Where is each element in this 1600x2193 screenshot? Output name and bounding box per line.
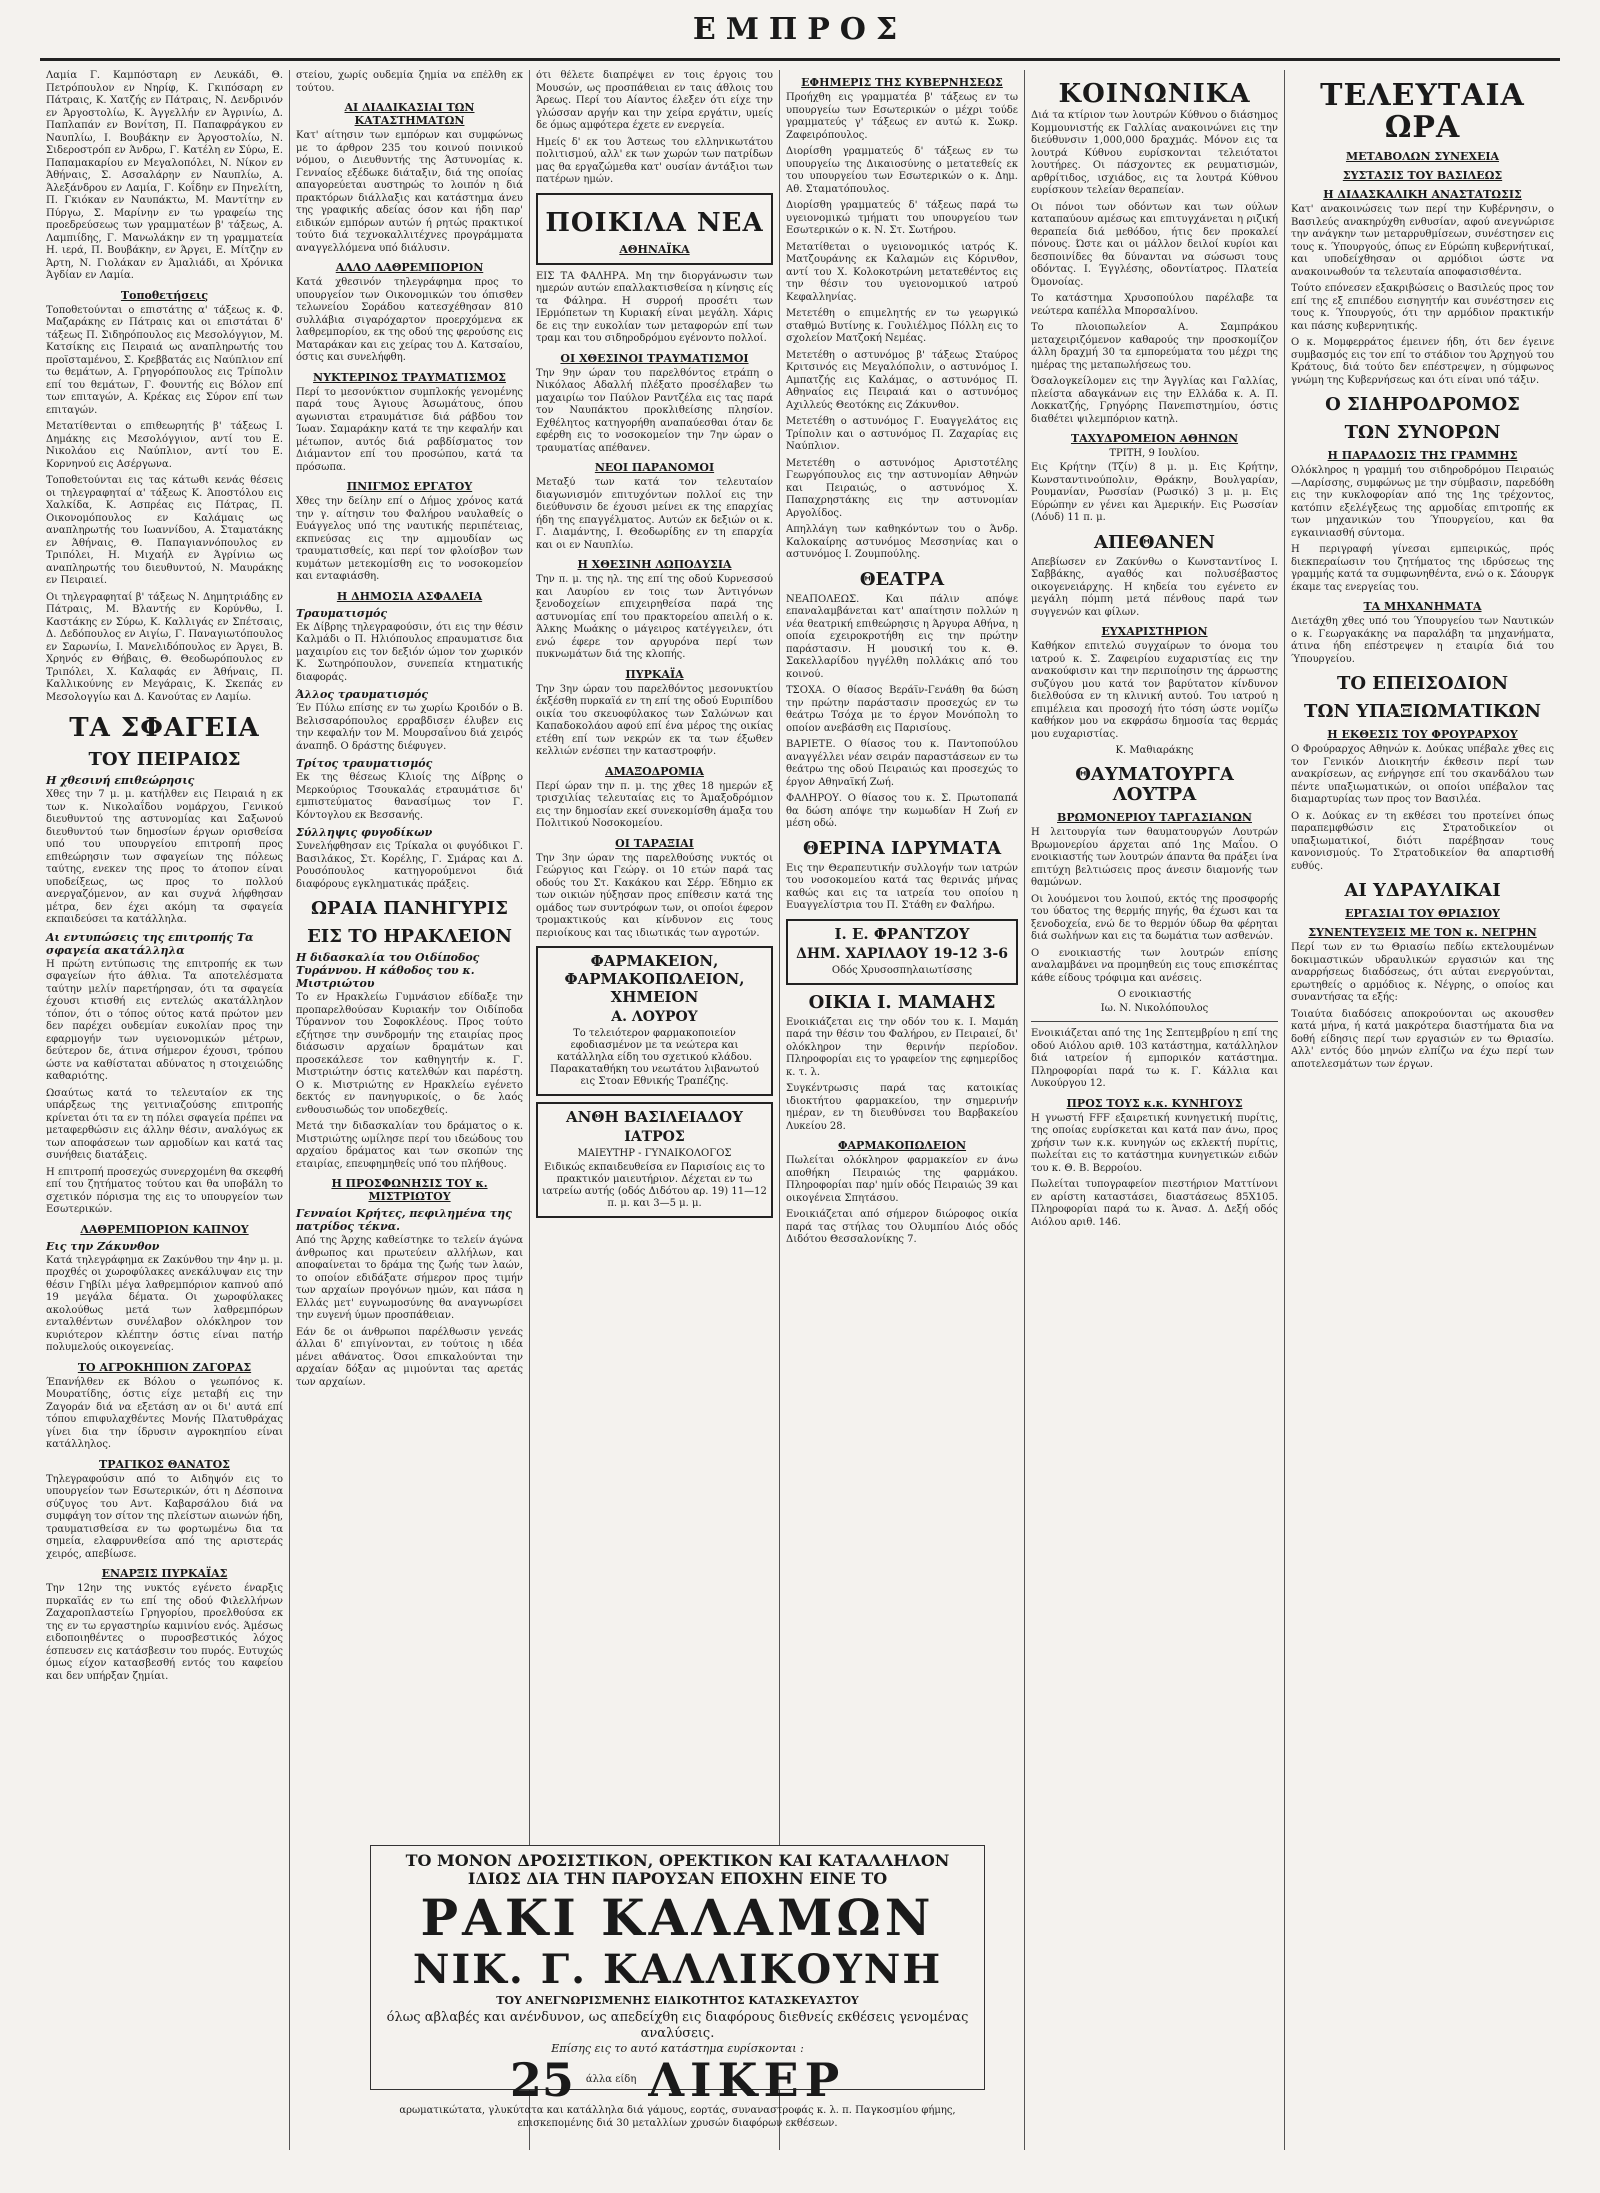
article-text: Ο κ. Μομφερράτος έμεινεν ήδη, ότι δεν έγεινε συμβασμός εις τον επί το στάδιον του Άρχηγού του Κράτους, διά τούτο δεν επέστρεψεν, η σύμφωνος γνώμη της Κυβερνήσεως και ότι είναι υπό τάξιν. xyxy=(1291,337,1554,386)
ad-claim: όλως αβλαβές και ανένδυνον, ως απεδείχθη εις διαφόρους διεθνείς εκθέσεις γενομένας αναλύσεις. xyxy=(386,2010,969,2041)
article-text: Προήχθη εις γραμματέα β' τάξεως εν τω υπουργείω των Εσωτερικών ο μέχρι τούδε γραμματεύς γ' τάξεως εν αυτώ κ. Σωκρ. Ζαφειρόπουλος. xyxy=(786,92,1018,141)
headline-sub: ΤΟΥ ΠΕΙΡΑΙΩΣ xyxy=(88,749,241,770)
article-text: Ωσαύτως κατά το τελευταίον εκ της υπάρξεως της γειτνιαζούσης επιτροπής κρίνεται ότι τα εν τη πόλει σφαγεία πρέπει να μεταφερθώσιν εις άλλην θέσιν, αναλόγως εκ των αποφάσεων των αρμοδίων και κατά τας συνήθεις διατάξεις. xyxy=(46,1087,283,1161)
article-text: Το πλοιοπωλείον Α. Σαμπράκου μεταχειριζόμενον καθαρούς την προσκομίζον άλλη δραχμή 30 τα εμπορεύματα του μέχρι της ημέρας της μεταπωλήσεως του. xyxy=(1031,322,1278,371)
article-text: ΝΕΑΠΟΛΕΩΣ. Και πάλιν απόψε επαναλαμβάνεται κατ' απαίτησιν πολλών η νέα θεατρική επιθεώρησις η Άργυρα Αθήνα, η οποία εχειροκροτήθη εις την πρώτην παράστασιν. Η μουσική του κ. Θ. Σακελλαρίδου ηγγέλθη πολλάκις από του κοινού. xyxy=(786,593,1018,680)
section-banner xyxy=(536,193,773,265)
article-text: Διά τα κτίριον των λουτρών Κύθνου ο διάσημος Κομμουνιστής εκ Γαλλίας ανακοινώνει εις την διεύθυνσιν 1,000,000 δραχμάς. Μόνον εις τα λουτρά Κύθνου ευρίσκονται τελειότατοι λουτήρες. Οι πάσχοντες εκ ρευματισμών, αρθρίτιδος, ισχιάδος, εις τα λουτρά Κύθνου ευρίσκουν τελείαν θεραπείαν. xyxy=(1031,110,1278,196)
headline: Ο ΣΙΔΗΡΟΔΡΟΜΟΣ xyxy=(1325,394,1520,415)
article-text: Μετατίθενται ο επιθεωρητής β' τάξεως Ι. Δημάκης εις Μεσολόγγιον, αντί του Ε. Νικολάου εις Ναύπλιον, αντί του Ε. Κορνηνού εις Ασέργωνα. xyxy=(46,421,283,470)
section-heading: ΠΥΡΚΑΪΑ xyxy=(625,667,684,681)
article-text: Η γνωστή FFF εξαιρετική κυνηγετική πυρίτις, της οποίας ευρίσκεται και κατά παν άνω, προς χρήσιν των κ.κ. κυνηγών ως εκλεκτή πυρίτις, πωλείται εις το κατάστημα κυνηγετικών ειδών του κ. Θ. Β. Βερροίου. xyxy=(1031,1112,1278,1174)
column-1 xyxy=(40,70,290,2150)
section-heading: Η ΕΚΘΕΣΙΣ ΤΟΥ ΦΡΟΥΡΑΡΧΟΥ xyxy=(1327,728,1518,741)
subheading: Τραυματισμός xyxy=(296,606,388,620)
ad-spec: ΜΑΙΕΥΤΗΡ - ΓΥΝΑΙΚΟΛΟΓΟΣ xyxy=(577,1148,732,1159)
ad-liker-row xyxy=(381,2053,974,2107)
article-text: Κατά τηλεγράφημα εκ Ζακύνθου την 4ην μ. μ. προχθές οι χωροφύλακες ανεκάλυψαν εις την θέσιν Γηβίλι μέγα λαθρεμπόριον καπνού από 19 μεγάλα δέματα. Οι χωροφύλακες ακολούθως μετά των λαθρεμπόρων ενταλθέντων συνέλαβον ολόκληρον τον κυριότερον κλέπτην όστις είναι πατήρ πολυμελούς οικογενείας. xyxy=(46,1254,283,1353)
subheading: Σύλληψις φυγοδίκων xyxy=(296,826,433,839)
article-text: Τοποθετούνται ο επιστάτης α' τάξεως κ. Φ. Μαζαράκης εν Πάτραις και οι επιστάται δ' τάξεως Π. Σιδηρόπουλος εις Μεσολόγγιον, Μ. Κατσίκης εις Πειραιά ως αναπληρωτής του προϊσταμένου, Σ. Κρεββατάς εις Ναύπλιον επί τω θεμάτων, Α. Γρηγορόπουλος εις Τρίπολιν επί του θεμάτων, Γ. Φουντής εις Βόλον επί των επιταγών, Α. Κρέκας εις Σύρον επί των επιταγών. xyxy=(46,304,283,416)
article-text: Χθες την δείλην επί ο Δήμος χρόνος κατά την γ. αίτησιν του Φαλήρου ναυλαθείς ο Ευάγγελος υπό της ναυτικής περιπέτειας, εκπνεύσας εις την αμμουδίαν ως τραυματισθείς, και περί τον φλοίσβον των κυμάτων μετεκομίσθη εις το νοσοκομείον και ενταφιάσθη. xyxy=(296,496,523,582)
article-text: Διορίσθη γραμματεύς δ' τάξεως εν τω υπουργείω της Δικαιοσύνης ο μετατεθείς εκ του υπουργείου των Εσωτερικών ο κ. Δημ. Αθ. Σταματόπουλος. xyxy=(786,146,1018,195)
article-text: Οι πόνοι των οδόντων και των ούλων καταπαύουν αμέσως και επιτυγχάνεται η ριζική θεραπεία διά μεθόδου, ήτις δεν προκαλεί πόνους. Ώστε και οι μάλλον δειλοί κυρίοι και δεσποινίδες θα δύνανται να σώσωσι τους οδόντας. Ι. Έγγλέσης, οδοντίατρος. Πλατεία Όμονοίας. xyxy=(1031,201,1278,288)
subheading: Η χθεσινή επιθεώρησις xyxy=(46,774,195,787)
headline-sub: ΤΩΝ ΣΥΝΟΡΩΝ xyxy=(1344,422,1501,443)
section-heading: ΝΕΟΙ ΠΑΡΑΝΟΜΟΙ xyxy=(594,461,715,474)
section-heading: Η ΔΗΜΟΣΙΑ ΑΣΦΑΛΕΙΑ xyxy=(336,589,483,603)
ad-sub: ΙΑΤΡΟΣ xyxy=(624,1129,685,1145)
signature: Κ. Μαθιαράκης xyxy=(1115,745,1194,756)
article-text: Κατ' ανακοινώσεις των περί την Κυβέρνησιν, ο Βασιλεύς ανακηρύχθη ενθυσίαν, αφού ανεγνώρισε την ανάγκην των μεταρρυθμίσεων, συνέστησεν εις τους κ. Ύπουργούς, όπως εν Εύρώπη κυβερνήτικαί, και υποδείχθησαν οι αρμόδιοι ώστε να ανακοινωθούν τα τελευταία αποφασισθέντα. xyxy=(1291,204,1554,278)
headline: ΑΙ ΥΔΡΑΥΛΙΚΑΙ xyxy=(1344,880,1501,901)
signature-label: Ο ενοικιαστής xyxy=(1117,989,1192,1000)
article-text: Μετά την διδασκαλίαν του δράματος ο κ. Μιστριώτης ωμίλησε περί του ιδεώδους του αρχαίου δράματος και των σκοπών της εταιρίας, επευφημηθείς υπό του πλήθους. xyxy=(296,1121,523,1170)
article-text: Εκ Δίβρης τηλεγραφούσιν, ότι εις την θέσιν Καλμάδι ο Π. Ηλιόπουλος επραυματισε δια μαχαιρίου εις τον δεξιόν ώμον τον χωρικόν Κ. Σωτηρόπουλον, συνεπεία κτηματικής διαφοράς. xyxy=(296,621,523,683)
article-text: ΦΑΛΗΡΟΥ. Ο θίασος του κ. Σ. Πρωτοπαπά θα δώση απόψε την κωμωδίαν Η Ζωή εν μέση οδώ. xyxy=(786,793,1018,829)
article-text: Περί ώραν την π. μ. της χθες 18 ημερών εξ τρισχιλίας τελευταίας εις το Άμαξοδρόμιον εις την δημοσίαν εκεί συνεκομίσθη άμαξα του Πολιτικού Νοσοκομείου. xyxy=(536,780,773,829)
headline: ΤΕΛΕΥΤΑΙΑ ΩΡΑ xyxy=(1320,78,1525,145)
article-text: Το κατάστημα Χρυσοπούλου παρέλαβε τα νεώτερα καπέλλα Μπορσαλίνου. xyxy=(1031,293,1278,317)
section-heading: ΛΑΘΡΕΜΠΟΡΙΟΝ ΚΑΠΝΟΥ xyxy=(80,1222,249,1236)
article-text: Χθες την 7 μ. μ. κατήλθεν εις Πειραιά η εκ των κ. Νικολαΐδου νομάρχου, Γενικού διευθυντού της αστυνομίας και Σαξωνού διευθυντού των δημοσίων έργων ορισθείσα υπό του υπουργείου επιτροπή προς επιθεώρησιν των σφαγείων της πόλεως ταύτης, ενεκεν της προς το άτοπον είναι υποδείξεως, ως προς το πολλού ανεργαζόμενον, αν και συχνά λήφθησαν μέτρα, δεν έχει ακόμη τα σφαγεία εκπαιδεύσει τα κατάλληλα. xyxy=(46,789,283,925)
section-heading: ΟΙ ΧΘΕΣΙΝΟΙ ΤΡΑΥΜΑΤΙΣΜΟΙ xyxy=(560,351,749,365)
headline-sub: ΕΙΣ ΤΟ ΗΡΑΚΛΕΙΟΝ xyxy=(307,926,512,947)
article-text: Ο κ. Δούκας εν τη εκθέσει του προτείνει όπως παραπεμφθώσιν εις Στρατοδικείον οι υπαξιωματικοί, διότι παρέβησαν τους κανονισμούς. Το Στρατοδικείον θα απαρτισθή ευθύς. xyxy=(1291,810,1554,872)
ad-addr: Οδός Χρυσοσπηλαιωτίσσης xyxy=(831,964,973,976)
section-heading: Η ΠΡΟΣΦΩΝΗΣΙΣ ΤΟΥ κ. ΜΙΣΤΡΙΩΤΟΥ xyxy=(331,1177,488,1203)
post-date: ΤΡΙΤΗ, 9 Ιουλίου. xyxy=(1109,448,1200,459)
article-text: Τηλεγραφούσιν από το Αιδηψόν εις το υπουργείον των Εσωτερικών, ότι η Δέσποινα σύζυγος του Αντ. Καβαρσάλου διά να συμφάγη τον σίτον της πλείστων αιωνών ήδη, τραυματισθείσα εν τω φορτωμένω δια τα σημεία, ελαφρυνθείσα από της αριστεράς χειρός, απεβίωσε. xyxy=(46,1473,283,1560)
article-text: Ενοικιάζεται εις την οδόν του κ. Ι. Μαμάη παρά την θέσιν του Φαλήρου, εν Πειραιεί, δι' ολόκληρον την θερινήν περίοδον. Πληροφορίαι εις το γραφείον της εφημερίδος κ. τ. λ. xyxy=(786,1016,1018,1078)
section-heading: Τοποθετήσεις xyxy=(120,288,209,302)
article-text: Οι τηλεγραφηταί β' τάξεως Ν. Δημητριάδης εν Πάτραις, Μ. Βλαντής εν Κορύνθω, Ι. Καστάκης εν Σύρω, Κ. Καλλιγάς εν Σπέτσαις, Δ. Δεδόπουλος εν Αιγίω, Γ. Παναγιωτόπουλος εν Σαρωνίω, Ι. Μανελιδόπουλος εν Άργει, Β. Χρηνός εν Θήβαις, Θ. Θεοδωρόπουλος εν Τριπόλει, Χ. Καλαφάς εν Άθήναις, Π. Καλλικούνης εν Μεγάραις, Κ. Σκεπάς εν Μεσολογγίω και Δ. Κανούτας εν Λαμίω. xyxy=(46,591,283,703)
section-heading: Η ΠΑΡΑΔΟΣΙΣ ΤΗΣ ΓΡΑΜΜΗΣ xyxy=(1327,449,1518,462)
ad-text: Ειδικώς εκπαιδευθείσα εν Παρισίοις εις το πρακτικόν μαιευτήριον. Δέχεται εν τω ιατρείω αυτής (οδός Διδότου αρ. 19) 11—12 π. μ. και 3—5 μ. μ. xyxy=(542,1162,767,1209)
article-text: Ενοικιάζεται από της 1ης Σεπτεμβρίου η επί της οδού Αιόλου αριθ. 103 κατάστημα, κατάλληλον διά ιατρείον ή εμπορικόν κατάστημα. Πληροφορίαι παρά τω κ. Γ. Κάλλια και Λυκούργου 12. xyxy=(1031,1028,1278,1089)
subheading: Η διδασκαλία του Οιδίποδος Τυράννου. Η κάθοδος του κ. Μιστριώτου xyxy=(296,951,480,990)
article-text: Διετάχθη χθες υπό του Ύπουργείου των Ναυτικών ο κ. Γεωργακάκης να παραλάβη τα μηχανήματα, άτινα ήδη επέστρεψεν η εταιρία διά του Ύπουργείου. xyxy=(1291,616,1554,665)
section-heading: ΘΑΥΜΑΤΟΥΡΓΑ ΛΟΥΤΡΑ xyxy=(1075,764,1234,805)
article-text: Πωλείται τυπογραφείον πιεστήριον Ματτίνονι εν αρίστη καταστάσει, διαστάσεως 85Χ105. Πληροφορίαι παρά τω κ. Άνασ. Δ. Δεξή οδός Αιόλου αριθ. 146. xyxy=(1031,1179,1278,1228)
article-text: Την π. μ. της ηλ. της επί της οδού Κυρνεσσού και Λαυρίου εν τοις των Άντιγόνων ξενοδοχείων επιχειρηθείσα παρά της αστυνομίας επί του πρακτορείου απειλή ο κ. Άλκης Μωάκης ο μάγειρος κατέγγειλεν, ότι ενώ έφερε τον αργυρόνα περί των πυκνωμάτων διά της κλοπής. xyxy=(536,574,773,660)
article-text: Συγκέντρωσις παρά τας κατοικίας ιδιοκτήτου φαρμακείου, την σημερινήν ημέραν, εν τη διευθύνσει του Βαρβακείου Λυκείου 28. xyxy=(786,1083,1018,1132)
section-heading: ΤΑ ΜΗΧΑΝΗΜΑΤΑ xyxy=(1363,600,1482,613)
article-text: Οι λουόμενοι του λοιπού, εκτός της προσφορής του ύδατος της θερμής πηγής, θα έχωσι και τα ξενοδοχεία, ενώ δε το θερμόν ύδωρ θα φέρηται διά σωλήνων και εις τα δωμάτια των ασθενών. xyxy=(1031,893,1278,942)
article-text: ΤΣΟΧΑ. Ο θίασος Βεράϊν-Γενάθη θα δώση την πρώτην παράστασιν προσεχώς εν τω θεάτρω Τσόχα με το έργον Μονόπολη το οποίον ανεβάσθη εις Παρισίους. xyxy=(786,685,1018,734)
column-6 xyxy=(1285,70,1560,2150)
section-heading: ΣΥΝΕΝΤΕΥΞΕΙΣ ΜΕ ΤΟΝ κ. ΝΕΓΡΗΝ xyxy=(1308,926,1537,939)
article-text: Περί το μεσονύκτιον συμπλοκής γενομένης παρά τους Άγιους Άσωμάτους, όπου αγωνισται ετραυμάτισε διά ράβδου τον Ίωαν. Σαμαράκην κατά τε την κεφαλήν και μέτωπον, αυτός διά ραβδίσματος τον Διάμαντον επί του προσώπου, κατά τα πρόσωπα. xyxy=(296,386,523,473)
headline: ΤΟ ΕΠΕΙΣΟΔΙΟΝ xyxy=(1336,673,1509,694)
ad-count-label: άλλα είδη xyxy=(585,2074,637,2085)
article-text: ΒΑΡΙΕΤΕ. Ο θίασος του κ. Παντοπούλου αναγγέλλει νέαν σειράν παραστάσεων εν τω θεάτρω της οδού Πειραιώς και προσεχώς το έργον Αθηναϊκή Ζωή. xyxy=(786,739,1018,788)
raki-advertisement xyxy=(370,1845,985,2129)
article-text: Εάν δε οι άνθρωποι παρέλθωσιν γενεάς άλλαι δ' επιγίνονται, εν τούτοις η ιδέα μένει αθάνατος. Όσοι επικαλούνται την αρχαίαν δόξαν ας μιμούνται τας αρετάς των αρχαίων. xyxy=(296,1326,523,1388)
article-text: Η περιγραφή γίνεσαι εμπειρικώς, πρός διεκπεραίωσιν του ζητήματος της ιδρύσεως της γραμμής κατά τα συμφωνηθέντα, ενώ ο κ. Σάουργκ έκαμε τας ενεργείας του. xyxy=(1291,544,1554,593)
column-4 xyxy=(780,70,1025,2150)
ad-title: ΦΑΡΜΑΚΕΙΟΝ, xyxy=(590,952,719,970)
section-heading: ΑΜΑΞΟΔΡΟΜΙΑ xyxy=(605,764,704,778)
article-text: Έν Πύλω επίσης εν τω χωρίω Κροιδόν ο Β. Βελισσαρόπουλος ερραβδισεν έλυβεν εις την κεφαλήν τον Μ. Μουρσαΐνου διά χειρός άναπηδ. Ο δράστης διέφυγεν. xyxy=(296,703,523,752)
article-text: στείου, χωρίς ουδεμία ζημία να επέλθη εκ τούτου. xyxy=(296,70,523,94)
article-text: Μετατίθεται ο υγειονομικός ιατρός Κ. Ματζουράνης εκ Καλαμών εις Κόρινθον, αντί του Χ. Κολοκοτρώνη μετατεθέντος εις την θέσιν του υγειονομικού ιατρού Κεφαλληνίας. xyxy=(786,241,1018,303)
article-text: Από της Άρχης καθείστηκε το τελείν άγώνα άνθρωπος και πρωτεύειν αλλήλων, και αποφαίνεται το δράμα της ζωής των λαών, το οποίον εδιδάξατε σήμερον προς τιμήν των αρχαίων προγόνων ημών, και πάσα η Ελλάς μετ' ευγνωμοσύνης θα αναγνωρίσει την ευγενή ύμων προσπάθειαν. xyxy=(296,1235,523,1321)
headline-sub: ΑΘΗΝΑΪΚΑ xyxy=(619,242,690,256)
headline-sub: ΕΡΓΑΣΙΑΙ ΤΟΥ ΘΡΙΑΣΙΟΥ xyxy=(1345,907,1500,920)
ad-product: ΡΑΚΙ ΚΑΛΑΜΩΝ xyxy=(420,1888,935,1947)
ad-count: 25 xyxy=(509,2053,574,2107)
article-text: Διορίσθη γραμματεύς δ' τάξεως παρά τω υγειονομικώ τμήματι του υπουργείου των Εσωτερικών ο κ. Ν. Στ. Σωτήρου. xyxy=(786,200,1018,236)
section-heading: ΚΟΙΝΩΝΙΚΑ xyxy=(1058,79,1251,109)
article-text: Λαμία Γ. Καμπόσταρη εν Λευκάδι, Θ. Πετρόπουλον εν Νηρίφ, Κ. Γκιπόσαρη εν Πάτραις, Κ. Χατζής εν Πάτραις, Ν. Δενδρινόν εν Άργοστολίω, Κ. Άγγελλήν εν Άγρινίω, Δ. Παπλαπάν εν Βονίτση, Π. Παπαφράγκου εν Ναυπλίω, Ι. Βουβάκην εν Άργοστολίω, Ν. Σιδεροστρόπ εν Άνδρω, Γ. Κατέλη εν Σύρω, Ε. Παπαμακαρίου εν Μεγαλοπόλει, Ν. Νίκον εν Άθήναις, Σ. Ασσαλάρην εν Ναυπλίω, Α. Άλεξάνδρου εν Λαμία, Γ. Κοΐδην εν Πηνελίτη, Π. Γκιόκαν εν Ναυπάκτω, Μ. Μαντίτην εν Πύργω, Σ. Μαρίνην εν τω γραφείω της προεδρεύσεως των γραμματέων β' τάξεως, Α. Λαμπιίδης, Γ. Μανωλάκην εν τη γραμματεία Η. ιερά, Π. Βουβάκην, εν Άργει, Ε. Μίτζην εν Άρτη, Ν. Γιολάκαν εν Άμαλιάδι, αι Χρόνικα Άγδίαν εν Λαμία. xyxy=(46,70,283,281)
ad-title: ΑΝΘΗ ΒΑΣΙΛΕΙΑΔΟΥ xyxy=(566,1108,743,1126)
subheading: Αι εντυπώσεις της επιτροπής Τα σφαγεία ακατάλληλα xyxy=(46,930,254,957)
article-text: Έπανήλθεν εκ Βόλου ο γεωπόνος κ. Μουρατίδης, όστις είχε μεταβή εις την Ζαγοράν διά να εξετάση αν οι δι' αυτά επί τόπου επιφυλαχθέντες Μονής Πλατυθράχας γίνει δια την ίδρυσιν αγροκηπίου είναι κατάλληλος. xyxy=(46,1376,283,1450)
section-heading: ΣΥΣΤΑΣΙΣ ΤΟΥ ΒΑΣΙΛΕΩΣ xyxy=(1342,169,1503,182)
ad-text: Το τελειότερον φαρμακοποιείον εφοδιασμένον με τα νεώτερα και κατάλληλα είδη του σχετικού κλάδου. Παρακαταθήκη του νεωτάτου λιβανωτού εις Στοαν Εθνικής Τραπέζης. xyxy=(550,1028,759,1087)
section-heading: ΑΠΕΘΑΝΕΝ xyxy=(1094,531,1215,553)
article-text: Ενοικιάζεται από σήμερον διώροφος οικία παρά τας στήλας του Ολυμπίου Διός οδός Διδότου Θεσσαλονίκης 7. xyxy=(786,1209,1018,1245)
column-2 xyxy=(290,70,530,2150)
section-heading: ΟΙΚΙΑ Ι. ΜΑΜΑΗΣ xyxy=(808,991,996,1013)
article-text: Μεταξύ των κατά τον τελευταίον διαγωνισμόν επιτυχόντων πολλοί εις την διεύθυνσιν δε έχουσι μείνει εκ της επαρχίας ήδη της επαγγέλματος. Αυτών εκ δεξιών οι κ. Γ. Διαμάντης, Ι. Θεοδωρίδης εν τη επαρχία και οι εν Ναυπλίω. xyxy=(536,477,773,551)
article-text: Ο ενοικιαστής των λουτρών επίσης αναλαμβάνει να προμηθεύη εις τους επισκέπτας κάθε είδους τρόφιμα και ανέσεις. xyxy=(1031,947,1278,984)
newspaper-title: ΕΜΠΡΟΣ xyxy=(692,12,908,47)
divider xyxy=(1031,1021,1278,1022)
section-heading: ΟΙ ΤΑΡΑΞΙΑΙ xyxy=(615,836,694,850)
ad-also: Επίσης εις το αυτό κατάστημα ευρίσκονται : xyxy=(551,2042,804,2055)
ad-maker: ΝΙΚ. Γ. ΚΑΛΛΙΚΟΥΝΗ xyxy=(412,1946,943,1993)
ad-title: Ι. Ε. ΦΡΑΝΤΖΟΥ xyxy=(834,924,970,943)
article-text: Κατά χθεσινόν τηλεγράφημα προς το υπουργείον των Οικονομικών του όπισθεν τελωνείου Σοράδου κατεσχέθησαν 810 συλλάβια σιγαρόχαρτον προερχόμενα εκ λαθρεμπορίου, εκ της οδού της φερούσης εις Ματαράκαν και εις χείρας του Δ. Κατσαίου, όστις και συνελήφθη. xyxy=(296,277,523,363)
headline-sub: ΒΡΩΜΟΝΕΡΙΟΥ ΤΑΡΓΑΣΙΑΝΩΝ xyxy=(1057,811,1252,824)
article-text: Όσαλογκείλομεν εις την Άγγλίας και Γαλλίας, πλείστα αδαγκάνων εις την Ελλάδα κ. Α. Π. Λοκκατζής, Γρηγόρης Πανεπιστημίου, όστις διαθέτει ψιλεμπόριον κατηλ. xyxy=(1031,376,1278,425)
article-text: Η επιτροπή προσεχώς συνερχομένη θα σκεφθή επί του ζητήματος τούτου και θα υποβάλη το σχετικόν πόρισμα της εις το υπουργείον των Εσωτερικών. xyxy=(46,1166,283,1215)
article-text: Τοποθετούνται εις τας κάτωθι κενάς θέσεις οι τηλεγραφηταί α' τάξεως Κ. Άποστόλου εις Χαλκίδα, Κ. Ασπρέας εις Πάτρας, Π. Οικονομόπουλος εν Καλάμαις ως αναπληρωτής του Ιωαννίδου, Α. Σταματάκης εν Άθήναις, Θ. Παπαγιαννόπουλος εν Τριπόλει, Η. Μιχαήλ εν Άγρίνιω ως αναπληρωτής του διευθυντού, Ν. Μαυράκης εν Πειραιεί. xyxy=(46,475,283,586)
headline: ΩΡΑΙΑ ΠΑΝΗΓΥΡΙΣ xyxy=(311,898,508,919)
article-text: Μετετέθη ο αστυνόμος Γ. Ευαγγελάτος εις Τρίπολιν και ο αστυνόμος Π. Ζαχαρίας εις Ναύπλιον. xyxy=(786,416,1018,452)
section-heading: ΘΕΡΙΝΑ ΙΔΡΥΜΑΤΑ xyxy=(802,837,1002,859)
article-text: Απηλλάγη των καθηκόντων του ο Άνδρ. Καλοκαίρης αστυνόμος Μεσσηνίας και ο αστυνόμος Ι. Ζουμπούλης. xyxy=(786,524,1018,560)
article-text: Καθήκον επιτελώ συγχαίρων το όνομα του ιατρού κ. Σ. Ζαφειρίου ευχαριστίας εις την ανακούφισιν και την περιποίησιν της άρρωστης συζύγου μου κατά τον βαρύτατον κίνδυνον διελθούσα εν τη κλινική αυτού. Του ιατρού η επιμέλεια και προσοχή ήτο τόση ώστε νομίζω καθήκον μου να εκφράσω δημοσία τας θερμάς μου ευχαριστίας. xyxy=(1031,641,1278,740)
section-heading: ΕΥΧΑΡΙΣΤΗΡΙΟΝ xyxy=(1101,625,1208,638)
section-heading: Η ΧΘΕΣΙΝΗ ΛΩΠΟΔΥΣΙΑ xyxy=(577,558,732,571)
article-text: ΕΙΣ ΤΑ ΦΑΛΗΡΑ. Μη την διοργάνωσιν των ημερών αυτών επαλλακτισθείσα η κίνησις είς τα Φάληρα. Η συρροή προσέτι των ΙΕρμόπετων τη Κυριακή είναι μεγάλη. Χάρις δε εις την ευκολίαν των μεταφορών επί των τραμ και του σιδηροδρόμου εγένοντο πολλοί. xyxy=(536,270,773,344)
column-5 xyxy=(1025,70,1285,2150)
article-text: Κατ' αίτησιν των εμπόρων και συμφώνως με το άρθρον 235 του κοινού ποινικού νόμου, ο Διευθυντής της Άστυνομίας κ. Γενναίος εξέδωκε διάταξιν, διά της οποίας απαγορεύεται αυστηρώς το λοιπόν η διά πρακτόρων διάλλαξις και κατάστημα άνευ της γραφικής αδείας όσον και ήδη παρ' ειδικών εμπόρων αυτών ή ρητώς πρακτικοί τούτο διά τεχνοκαλλιτέχνες προγράμματα αναγγελλόμενα υπό διάλυσιν. xyxy=(296,130,523,254)
article-text: Ημείς δ' εκ του Άστεως του ελληνικωτάτου πολιτισμού, αλλ' εκ των χωρών των πατρίδων μας θα εργαζώμεθα κατ' ουσίαν άντάξιοι των πατέρων ημών. xyxy=(536,136,773,185)
headline-sub: ΤΩΝ ΥΠΑΞΙΩΜΑΤΙΚΩΝ xyxy=(1304,701,1541,722)
column-3 xyxy=(530,70,780,2150)
headline: ΤΑ ΣΦΑΓΕΙΑ xyxy=(69,713,260,743)
article-text: Ο Φρούραρχος Αθηνών κ. Δούκας υπέβαλε χθες εις τον Γενικόν Διοικητήν έκθεσιν περί των ανακρίσεων, ας ενήργησε επί του σκανδάλου των πέντε υπαξιωματικών, οι οποίοι υπέβαλον τας διαμαρτυρίας των προς τον Βασιλέα. xyxy=(1291,744,1554,805)
article-text: Συνελήφθησαν εις Τρίκαλα οι φυγόδικοι Γ. Βασιλάκος, Στ. Κορέλης, Γ. Σμάρας και Δ. Ρουσόπουλος κατηγορούμενοι διά διαφόρους εγκληματικάς πράξεις. xyxy=(296,841,523,890)
section-heading: ΤΟ ΑΓΡΟΚΗΠΙΟΝ ΖΑΓΟΡΑΣ xyxy=(77,1360,252,1374)
section-heading: Η ΔΙΔΑΣΚΑΛΙΚΗ ΑΝΑΣΤΑΤΩΣΙΣ xyxy=(1323,188,1522,201)
article-text: Πωλείται ολόκληρον φαρμακείον εν άνω αποθήκη Πειραιώς της φαρμάκου. Πληροφορίαι παρ' ημίν οδός Πειραιώς 39 και οικογένεια Σπητάσου. xyxy=(786,1155,1018,1204)
article-text: Μετετέθη ο αστυνόμος β' τάξεως Σταύρος Κριτσινός εις Μεγαλόπολιν, ο αστυνόμος Ι. Αμπατζής εις Καλάμας, ο αστυνόμος Π. Αθηναίος εις Πειραιά και ο αστυνόμος Αχιλλεύς Θεοτόκης εις Ζάκυνθον. xyxy=(786,349,1018,411)
subheading: Εις την Ζάκυνθον xyxy=(46,1239,160,1253)
article-text: Η λειτουργία των θαυματουργών Λουτρών Βρωμονερίου άρχεται από 1ης Μαΐου. Ο ενοικιαστής των λουτρών άπαντα θα πράξει ίνα επιτύχη βελτιώσεις προς άνεσιν διαμονής των θαμώνων. xyxy=(1031,827,1278,888)
article-text: Η πρώτη εντύπωσις της επιτροπής εκ των σφαγείων ήτο άθλια. Τα αποτελέσματα ταύτην μελίν παρετήρησαν, ότι τα σφαγεία έχουσι κτισθή εις εντελώς ακατάλληλον τόπον, ότι ο τόπος ούτος κατά πρώτον μεν δεν παρέχει ουδεμίαν ευκολίαν προς την εφαρμογήν των υγειονομικών μέτρων, δεύτερον δε, άτινα σήμερον έχουσι, τρόπου ώστε να καθίσταται αδύνατος η στοιχειώδης καθαριότης. xyxy=(46,958,283,1082)
article-text: Τοιαύτα διαδόσεις αποκρούονται ως ακουσθεν κατά μήνα, ή κατά μακρότερα διαστήματα δια να δοθή είδησις περί των εργασιών εν τω Θριασίω. Αλλ' εντός δύο μηνών ελπίζω να έχω περί των αποτελεσμάτων των έργων. xyxy=(1291,1008,1554,1070)
section-heading: ΕΦΗΜΕΡΙΣ ΤΗΣ ΚΥΒΕΡΝΗΣΕΩΣ xyxy=(801,76,1003,89)
ad-footer: αρωματικώτατα, γλυκύτατα και κατάλληλα διά γάμους, εορτάς, συναναστροφάς κ. λ. π. Παγκοσμίου φήμης, επισκεπομένης διά 30 μεταλλίων χρυσών διαφόρων εκθέσεων. xyxy=(399,2105,956,2129)
section-heading: ΘΕΑΤΡΑ xyxy=(859,568,945,590)
section-heading: ΕΝΑΡΞΙΣ ΠΥΡΚΑΪΑΣ xyxy=(101,1567,228,1580)
ad-tagline: ΤΟ ΜΟΝΟΝ ΔΡΟΣΙΣΤΙΚΟΝ, ΟΡΕΚΤΙΚΟΝ ΚΑΙ ΚΑΤΑΛΛΗΛΟΝ ΙΔΙΩΣ ΔΙΑ ΤΗΝ ΠΑΡΟΥΣΑΝ ΕΠΟΧΗΝ ΕΙΝΕ ΤΟ xyxy=(405,1851,950,1888)
article-text: Περί των εν τω Θριασίω πεδίω εκτελουμένων δοκιμαστικών υδραυλικών εργασιών και της αναρρήσεως διαδόσεως, ότι αύται ενεργούνται, ερωτηθείς ο αρμόδιος κ. Νέγρης, ο οποίος και συναντήσας τα εξής: xyxy=(1291,942,1554,1003)
article-text: Το εν Ηρακλείω Γυμνάσιον εδίδαξε την προπαρελθούσαν Κυριακήν τον Οιδίποδα Τύραννον του Σοφοκλέους. Προς τούτο εζήτησε την συνδρομήν της εταιρίας προς διάσωσιν αρχαίων δραμάτων και προσεκάλεσε τον καθηγητήν κ. Γ. Μιστριώτην όστις κατελθών και παρέστη. Ο κ. Μιστριώτης εν Ηρακλείω εγένετο δεκτός εν πανηγυρικοίς, ο δε λαός ενθουσιωδώς τον υποδεχθείς. xyxy=(296,992,523,1116)
section-heading: ΦΑΡΜΑΚΟΠΩΛΕΙΟΝ xyxy=(837,1139,967,1152)
article-text: Εκ της θέσεως Κλιοίς της Δίβρης ο Μερκούριος Τσουκαλάς ετραυμάτισε δι' εμπιστεύματος θανασίμως τον Γ. Κόντογλου εκ Βεσσανής. xyxy=(296,772,523,821)
article-text: Απεβίωσεν εν Ζακύνθω ο Κωνσταντίνος Ι. Σαββάκης, αγαθός και πολυσέβαστος οικογενειάρχης. Η κηδεία του εγένετο εν μεγάλη πόμπη μετά πένθους παρά των συγγενών και φίλων. xyxy=(1031,556,1278,618)
section-heading: ΝΥΚΤΕΡΙΝΟΣ ΤΡΑΥΜΑΤΙΣΜΟΣ xyxy=(313,370,506,384)
section-heading: ΜΕΤΑΒΟΛΩΝ ΣΥΝΕΧΕΙΑ xyxy=(1345,150,1500,163)
ad-sub: ΔΗΜ. ΧΑΡΙΛΑΟΥ 19-12 3-6 xyxy=(796,945,1008,962)
section-heading: ΤΡΑΓΙΚΟΣ ΘΑΝΑΤΟΣ xyxy=(99,1457,230,1471)
article-text: Ολόκληρος η γραμμή του σιδηροδρόμου Πειραιώς—Λαρίσσης, συμφώνως με την σύμβασιν, παρεδόθη εις την κυκλοφορίαν από της 1ης τρέχοντος, κατόπιν εξελέγξεως της αρμοδίας επιτροπής εκ των μηχανικών του Ύπουργείου, και θα εγκαινιασθή σύντομα. xyxy=(1291,465,1554,539)
clinic-ad xyxy=(786,919,1018,985)
article-text: Εις Κρήτην (Τζίν) 8 μ. μ. Εις Κρήτην, Κωνσταντινούπολιν, Θράκην, Βουλγαρίαν, Ρουμανίαν, Ρωσσίαν (Ρωσικό) 3 μ. μ. Εις Εύρώπην εν γένει και Άμερικήν. Εις Ρωσσίαν (Λόυδ) 11 π. μ. xyxy=(1031,462,1278,523)
article-text: ότι θέλετε διαπρέψει εν τοις έργοις του Μουσών, ως προσπάθειαι εν ταις άθλοις του Άρεως. Περί του Αίαντος έλεξεν ότι είχε την γλώσσαν αργήν και την χείρα εργάτιν, υμείς δε όμως αμφότερα έχετε εν ενεργεία. xyxy=(536,70,773,131)
ad-title: ΦΑΡΜΑΚΟΠΩΛΕΙΟΝ, ΧΗΜΕΙΟΝ xyxy=(564,970,745,1006)
article-text: Μετετέθη ο αστυνόμος Αριστοτέλης Γεωργόπουλος εις την αστυνομίαν Αθηνών και Πειραιώς, ο αστυνόμος Χ. Παπαχρηστάκης εις την αστυνομίαν Αργολίδος. xyxy=(786,457,1018,519)
ad-maker-desc: ΤΟΥ ΑΝΕΓΝΩΡΙΣΜΕΝΗΣ ΕΙΔΙΚΟΤΗΤΟΣ ΚΑΤΑΣΚΕΥΑΣΤΟΥ xyxy=(496,1994,859,2007)
article-text: Μετετέθη ο επιμελητής εν τω γεωργικώ σταθμώ Βυτίνης κ. Γουλιέλμος Πόλλη εις το σχολείον Ματζοκή Νεμέας. xyxy=(786,308,1018,344)
section-heading: ΠΡΟΣ ΤΟΥΣ κ.κ. ΚΥΝΗΓΟΥΣ xyxy=(1066,1096,1243,1110)
article-text: Τούτο επόνεσεν εξακριβώσεις ο Βασιλεύς προς τον επί της εξ επιπέδου εισηγητήν και συνέστησεν εις τους κ. Ύπουργούς, ότι την αρμόδιον πρακτικήν και πάσης κυβερνητικής. xyxy=(1291,283,1554,332)
subheading: Γενναίοι Κρήτες, πεφιλημένα της πατρίδος τέκνα. xyxy=(296,1207,512,1233)
subheading: Τρίτος τραυματισμός xyxy=(296,757,433,770)
article-text: Την 12ην της νυκτός εγένετο έναρξις πυρκαϊάς εν τω επί της οδού Φιλελλήνων Ζαχαροπλαστείω Γρηγορίου, προελθούσα εκ της εν τω εργαστηρίω καμινίου ενός. Άμέσως ειδοποιηθέντες ο πυροσβεστικός λόχος έσπευσεν εις κατάσβεσιν του πυρός. Ευτυχώς όμως είχον κατασβεσθή εντός του καφείου και δεν υπήρξαν ζημίαι. xyxy=(46,1583,283,1682)
signature: Ιω. Ν. Νικολόπουλος xyxy=(1100,1003,1209,1014)
section-heading: ΤΑΧΥΔΡΟΜΕΙΟΝ ΑΘΗΝΩΝ xyxy=(1070,432,1239,445)
headline: ΠΟΙΚΙΛΑ ΝΕΑ xyxy=(545,207,764,238)
section-heading: ΑΙ ΔΙΑΔΙΚΑΣΙΑΙ ΤΩΝ ΚΑΤΑΣΤΗΜΑΤΩΝ xyxy=(344,101,475,127)
ad-liker: ΛΙΚΕΡ xyxy=(648,2053,846,2107)
ad-name: Α. ΛΟΥΡΟΥ xyxy=(611,1009,698,1025)
article-text: Την 3ην ώραν της παρελθούσης νυκτός οι Γεώργιος και Γεώργ. οι 10 ετών παρά τας οδούς του Στ. Κακάκου και Σέρρ. Έδημιο εκ των οικιών ηύξησαν προς επίθεσιν κατά της ομάδος των συντρόφων των, οι οποίοι έφερον τρομακτικούς και κίνδυνον εις τους περιοίκους και τας ιδιωτικάς των αγροτών. xyxy=(536,852,773,939)
section-heading: ΠΝΙΓΜΟΣ ΕΡΓΑΤΟΥ xyxy=(346,480,473,493)
article-text: Την 3ην ώραν του παρελθόντος μεσονυκτίου έκξέσθη πυρκαϊά εν τη επί της οδού Ευριπίδου οικία του σκευοφύλακος των Σαλώνων και Καπαδοκολάου αφού επί ένα μέρος της οικίας ετέθη επί των νεκρών εκ τα των έξωθεν κελλιών ενέσπει την καταστροφήν. xyxy=(536,683,773,757)
article-text: Εις την Θεραπευτικήν συλλογήν των ιατρών του νοσοκομείου κατά τας θερινάς μήνας καθώς και εις τα ιατρεία του οποίου η Ευαγγελίστρια του Π. Στάθη εν Φαλήρω. xyxy=(786,862,1018,911)
article-text: Την 9ην ώραν του παρελθόντος ετράπη ο Νικόλαος Αδαλλή πλέξατο προσέλαβεν τω μαχαιρίω τον Παύλον Ραντζέλα εις τας παρά τον Ναυπάκτου προκλιθείσης πλησίον. Εχθέλητος κατηγορήθη αναπαύεσθαι όταν δε εφέρθη εις το νοσοκομείον την 7ην ώραν ο τραυματίας απέθανεν. xyxy=(536,367,773,454)
section-heading: ΑΛΛΟ ΛΑΘΡΕΜΠΟΡΙΟΝ xyxy=(335,261,484,274)
doctor-ad xyxy=(536,1102,773,1218)
pharmacy-ad xyxy=(536,946,773,1096)
masthead xyxy=(40,10,1560,61)
subheading: Άλλος τραυματισμός xyxy=(296,688,429,701)
